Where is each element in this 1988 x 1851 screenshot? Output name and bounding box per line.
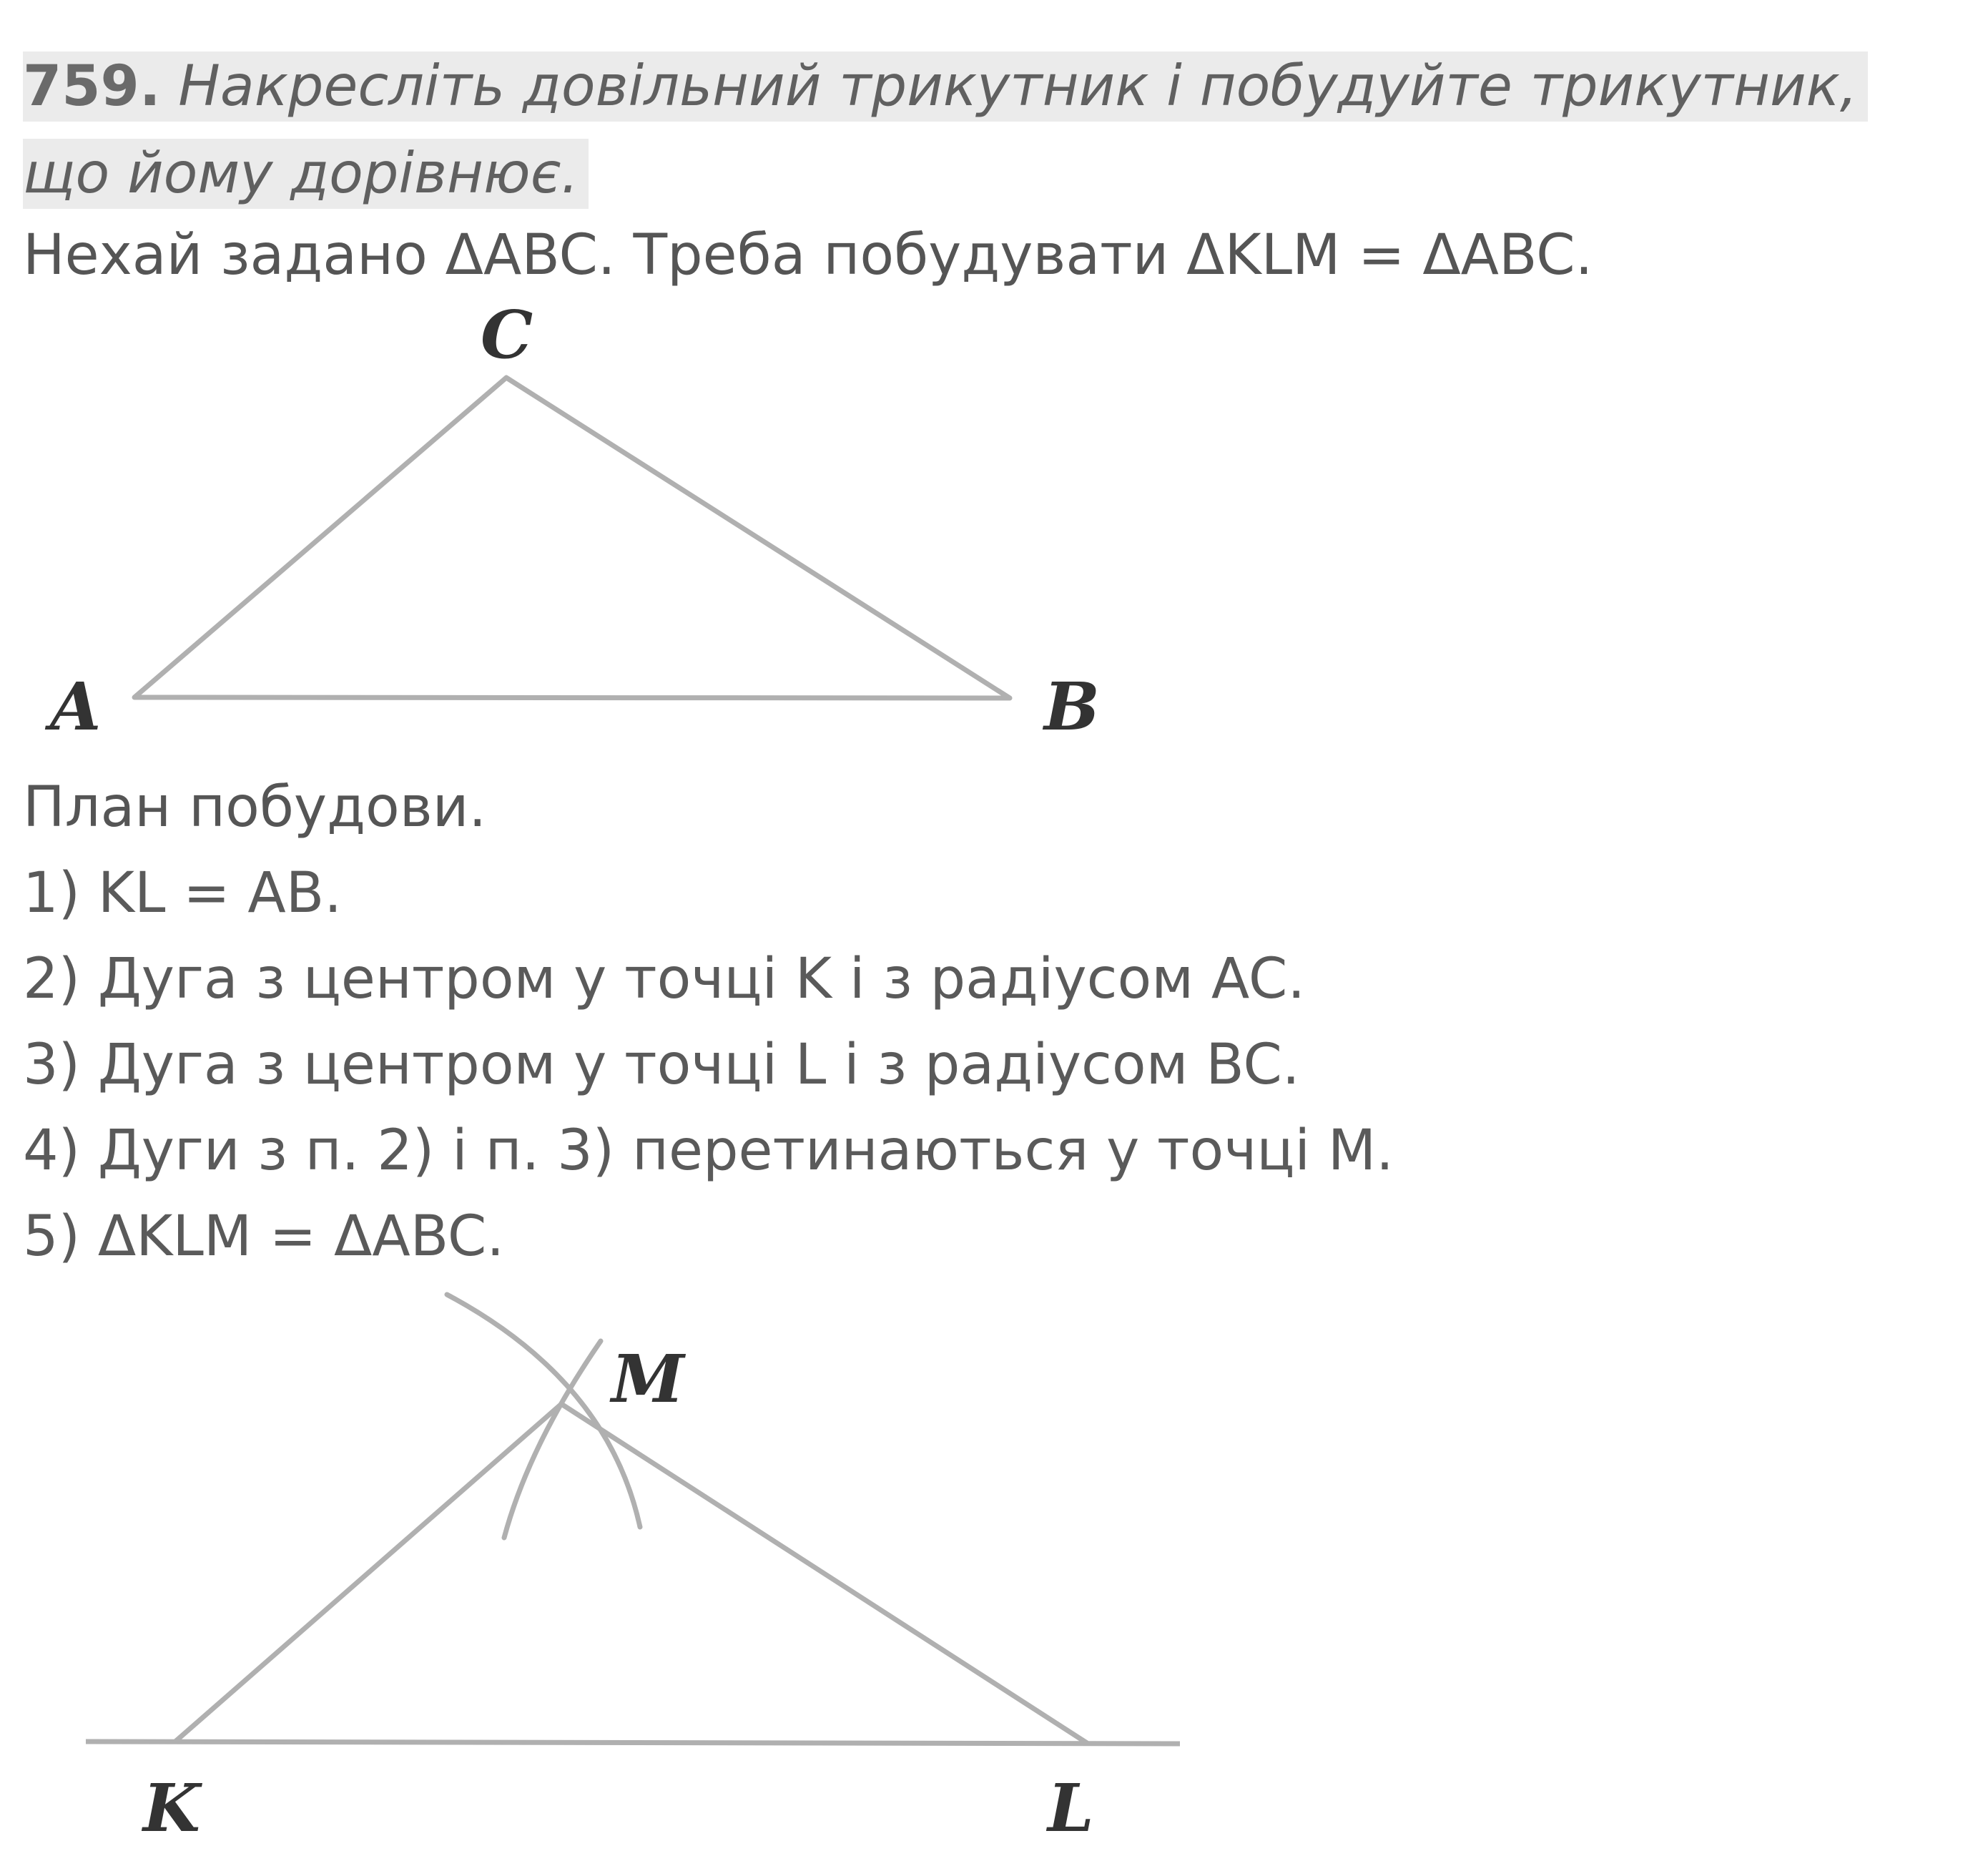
plan-step-5: 5) ΔKLM = ΔABC. (23, 1204, 505, 1269)
vertex-label-c: C (481, 300, 533, 373)
plan-title: План побудови. (23, 775, 487, 840)
vertex-label-m: M (611, 1340, 684, 1418)
vertex-label-k: K (143, 1769, 200, 1847)
triangle-klm-figure (0, 1273, 1287, 1851)
task-statement-1: Накресліть довільний трикутник і побудуйте трикутник, (178, 54, 1858, 119)
task-header-line-1 (23, 51, 1868, 122)
vertex-label-l: L (1048, 1769, 1094, 1847)
plan-step-4: 4) Дуги з п. 2) і п. 3) перетинаються у точці M. (23, 1119, 1394, 1183)
base-line (86, 1742, 1180, 1744)
triangle-abc-figure (0, 300, 1144, 758)
triangle-abc (134, 378, 1010, 698)
side-km (175, 1404, 561, 1742)
task-statement-2: що йому дорівнює. (23, 139, 589, 209)
vertex-label-a: A (50, 668, 102, 745)
task-number: 759. (23, 54, 161, 119)
plan-step-3: 3) Дуга з центром у точці L і з радіусом BC. (23, 1033, 1300, 1097)
plan-step-2: 2) Дуга з центром у точці K і з радіусом AC. (23, 947, 1306, 1011)
plan-step-1: 1) KL = AB. (23, 861, 343, 926)
given-statement: Нехай задано ΔABC. Треба побудувати ΔKLM = ΔABC. (23, 223, 1593, 288)
side-lm (561, 1404, 1087, 1743)
vertex-label-b: B (1044, 668, 1100, 745)
